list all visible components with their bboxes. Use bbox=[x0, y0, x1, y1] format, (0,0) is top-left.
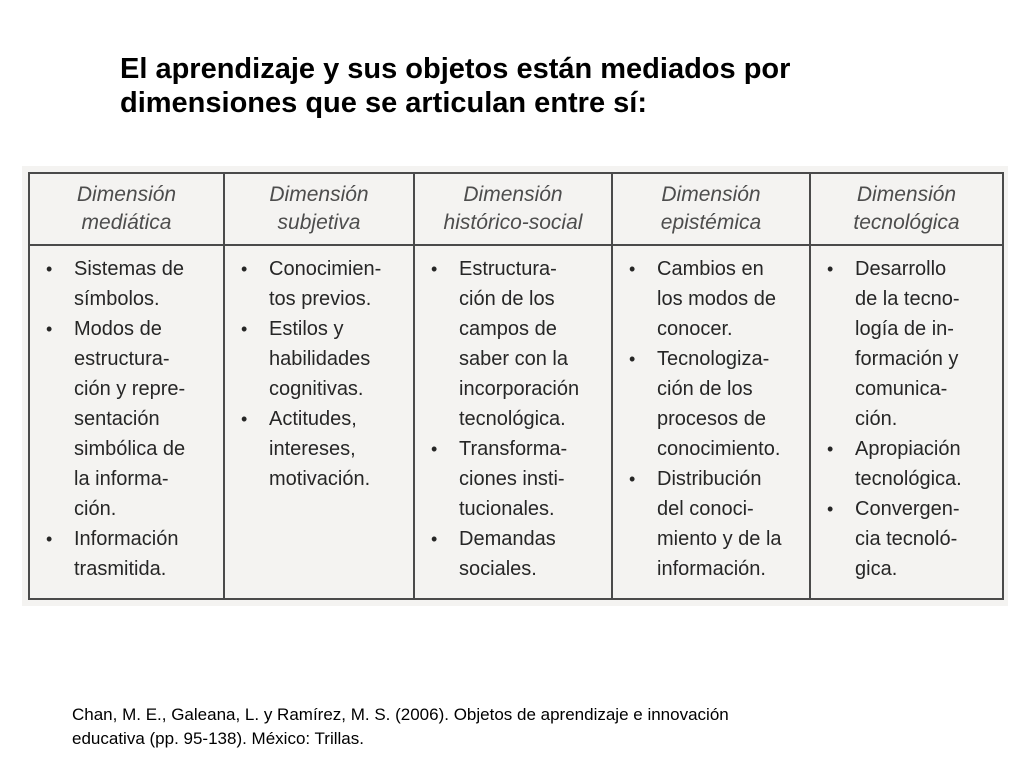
list-item-line: Conocimien- bbox=[269, 258, 382, 280]
column-header-line: Dimensión bbox=[269, 183, 369, 206]
bullet-icon: • bbox=[431, 529, 438, 549]
bullet-icon: • bbox=[629, 469, 636, 489]
list-item-line: Actitudes, bbox=[269, 408, 357, 430]
list-item-line: símbolos. bbox=[74, 288, 160, 310]
citation-line-2: educativa (pp. 95-138). México: Trillas. bbox=[72, 729, 364, 748]
list-item bbox=[819, 254, 994, 434]
list-item-line: simbólica de bbox=[74, 438, 186, 460]
list-item bbox=[621, 254, 801, 344]
column-header-line: tecnológica bbox=[853, 211, 960, 234]
column-header-line: epistémica bbox=[660, 211, 762, 234]
list-item-line: ción de los bbox=[459, 288, 555, 310]
column-header-line: Dimensión bbox=[463, 183, 563, 206]
list-item bbox=[233, 404, 405, 494]
list-item-line: Estructura- bbox=[459, 258, 557, 280]
list-item bbox=[819, 494, 994, 584]
column-header-line: histórico-social bbox=[443, 211, 583, 234]
bullet-icon: • bbox=[46, 319, 53, 339]
list-item-line: ción de los bbox=[657, 378, 753, 400]
list-item-line: la informa- bbox=[74, 468, 169, 490]
list-item-line: formación y bbox=[855, 348, 959, 370]
bullet-list bbox=[819, 254, 994, 584]
list-item-line: ciones insti- bbox=[459, 468, 565, 490]
list-item-line: cia tecnoló- bbox=[855, 528, 958, 550]
list-item-line: ción y repre- bbox=[74, 378, 186, 400]
column-cell bbox=[810, 245, 1003, 599]
list-item bbox=[233, 254, 405, 314]
list-item-line: incorporación bbox=[459, 378, 580, 400]
citation bbox=[72, 703, 972, 751]
list-item-line: motivación. bbox=[269, 468, 371, 490]
bullet-icon: • bbox=[241, 409, 248, 429]
list-item-line: habilidades bbox=[269, 348, 371, 370]
list-item-line: estructura- bbox=[74, 348, 170, 370]
list-item-line: sentación bbox=[74, 408, 160, 430]
title-line-2: dimensiones que se articulan entre sí: bbox=[120, 87, 647, 119]
bullet-icon: • bbox=[241, 319, 248, 339]
list-item bbox=[38, 314, 215, 524]
list-item-line: de la tecno- bbox=[855, 288, 960, 310]
citation-line-1: Chan, M. E., Galeana, L. y Ramírez, M. S. (2006). Objetos de aprendizaje e innovación bbox=[72, 705, 729, 724]
list-item-line: Información bbox=[74, 528, 179, 550]
bullet-icon: • bbox=[629, 349, 636, 369]
list-item-line: gica. bbox=[855, 558, 898, 580]
bullet-icon: • bbox=[241, 259, 248, 279]
bullet-icon: • bbox=[431, 439, 438, 459]
list-item-line: Sistemas de bbox=[74, 258, 185, 280]
list-item bbox=[621, 464, 801, 584]
list-item bbox=[423, 434, 603, 524]
list-item bbox=[423, 254, 603, 434]
bullet-icon: • bbox=[629, 259, 636, 279]
bullet-icon: • bbox=[46, 259, 53, 279]
list-item-line: tecnológica. bbox=[855, 468, 962, 490]
column-cell bbox=[224, 245, 414, 599]
column-header bbox=[29, 173, 224, 245]
list-item-line: ción. bbox=[74, 498, 117, 520]
bullet-icon: • bbox=[827, 439, 834, 459]
list-item bbox=[38, 524, 215, 584]
list-item-line: comunica- bbox=[855, 378, 948, 400]
list-item-line: tecnológica. bbox=[459, 408, 566, 430]
bullet-list bbox=[423, 254, 603, 584]
list-item-line: intereses, bbox=[269, 438, 356, 460]
list-item bbox=[621, 344, 801, 464]
column-header bbox=[224, 173, 414, 245]
bullet-icon: • bbox=[827, 259, 834, 279]
column-header bbox=[612, 173, 810, 245]
list-item-line: Demandas bbox=[459, 528, 556, 550]
list-item-line: tucionales. bbox=[459, 498, 555, 520]
list-item-line: procesos de bbox=[657, 408, 766, 430]
list-item-line: Cambios en bbox=[657, 258, 764, 280]
list-item-line: Transforma- bbox=[459, 438, 568, 460]
list-item bbox=[38, 254, 215, 314]
list-item-line: Apropiación bbox=[855, 438, 961, 460]
bullet-list bbox=[38, 254, 215, 584]
list-item-line: saber con la bbox=[459, 348, 568, 370]
column-header-line: Dimensión bbox=[76, 183, 177, 206]
title-line-1: El aprendizaje y sus objetos están mediados por bbox=[120, 53, 791, 85]
column-header bbox=[414, 173, 612, 245]
column-header-line: Dimensión bbox=[856, 183, 957, 206]
list-item-line: miento y de la bbox=[657, 528, 782, 550]
list-item-line: del conoci- bbox=[657, 498, 754, 520]
bullet-list bbox=[233, 254, 405, 494]
column-header-line: Dimensión bbox=[661, 183, 761, 206]
list-item bbox=[233, 314, 405, 404]
list-item-line: ción. bbox=[855, 408, 898, 430]
column-header-line: mediática bbox=[81, 211, 172, 234]
table-header-row bbox=[29, 173, 1003, 245]
list-item-line: conocer. bbox=[657, 318, 733, 340]
bullet-list bbox=[621, 254, 801, 584]
list-item bbox=[819, 434, 994, 494]
list-item-line: información. bbox=[657, 558, 766, 580]
list-item-line: Modos de bbox=[74, 318, 162, 340]
bullet-icon: • bbox=[46, 529, 53, 549]
column-header-line: subjetiva bbox=[277, 211, 361, 234]
list-item-line: cognitivas. bbox=[269, 378, 364, 400]
column-header bbox=[810, 173, 1003, 245]
bullet-icon: • bbox=[431, 259, 438, 279]
table-body-row bbox=[29, 245, 1003, 599]
dimensions-table-image bbox=[22, 166, 1008, 606]
column-cell bbox=[414, 245, 612, 599]
list-item-line: Desarrollo bbox=[855, 258, 947, 280]
list-item-line: Tecnologiza- bbox=[657, 348, 770, 370]
list-item-line: Distribución bbox=[657, 468, 762, 490]
list-item-line: campos de bbox=[459, 318, 557, 340]
list-item-line: trasmitida. bbox=[74, 558, 167, 580]
list-item-line: los modos de bbox=[657, 288, 776, 310]
list-item-line: conocimiento. bbox=[657, 438, 781, 460]
dimensions-table bbox=[28, 172, 1004, 600]
column-cell bbox=[29, 245, 224, 599]
column-cell bbox=[612, 245, 810, 599]
bullet-icon: • bbox=[827, 499, 834, 519]
list-item-line: Convergen- bbox=[855, 498, 960, 520]
slide-title bbox=[120, 52, 980, 120]
list-item-line: logía de in- bbox=[855, 318, 954, 340]
list-item bbox=[423, 524, 603, 584]
list-item-line: Estilos y bbox=[269, 318, 344, 340]
list-item-line: tos previos. bbox=[269, 288, 372, 310]
list-item-line: sociales. bbox=[459, 558, 537, 580]
